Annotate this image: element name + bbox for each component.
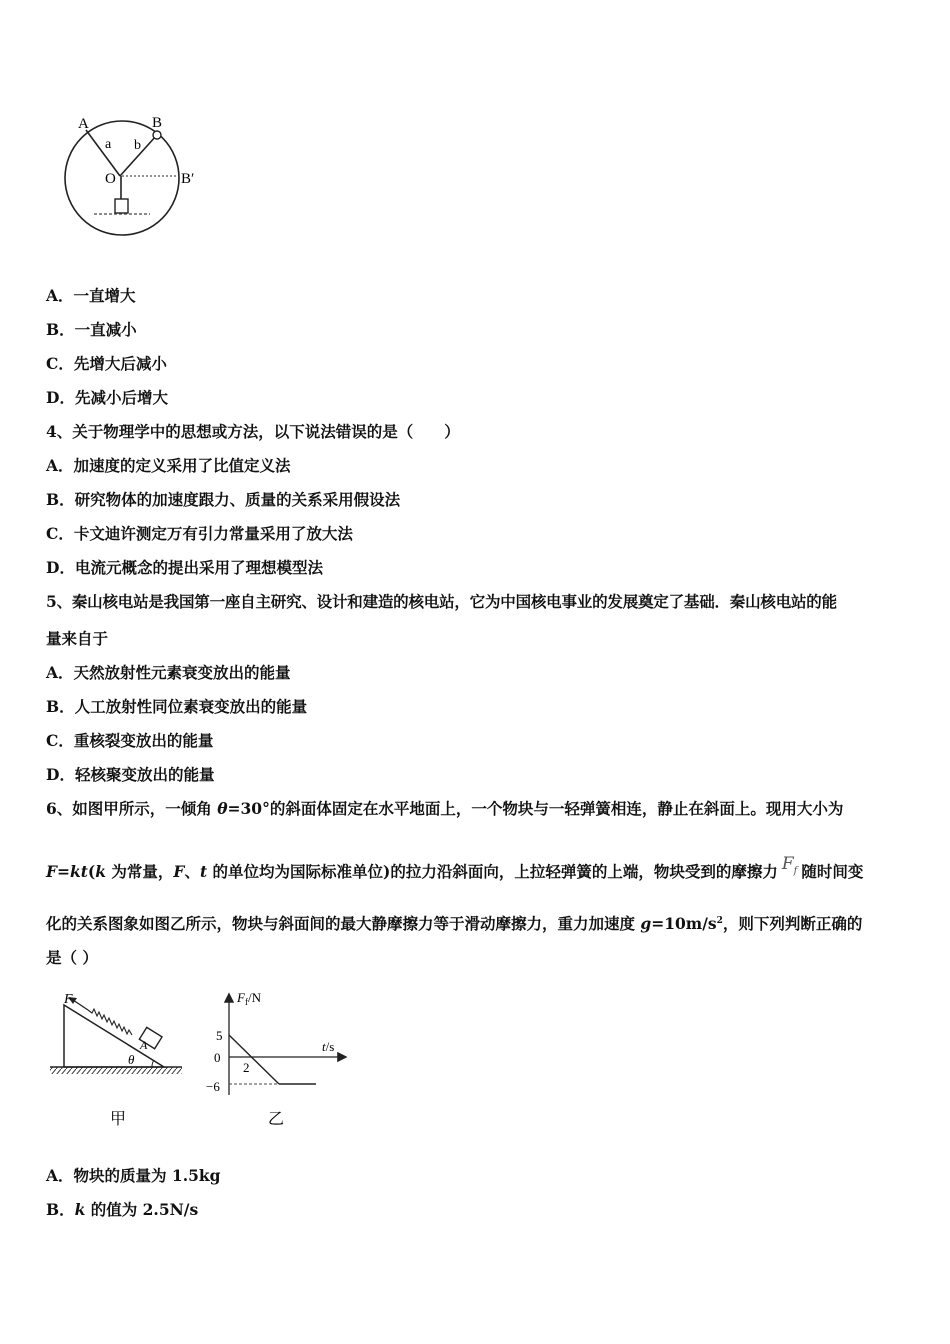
q4-stem: 4、关于物理学中的思想或方法，以下说法错误的是（ ） bbox=[46, 422, 460, 441]
q6-Ff-symbol: $F_f$ bbox=[781, 854, 798, 877]
label-O: O bbox=[105, 171, 116, 187]
string-a bbox=[86, 130, 120, 176]
q6-figure-yi bbox=[200, 985, 360, 1135]
label-a: a bbox=[105, 137, 112, 152]
label-b: b bbox=[134, 138, 141, 153]
ground-hatch bbox=[50, 1067, 182, 1074]
label-B: B bbox=[152, 115, 163, 131]
q6-F: F bbox=[46, 862, 58, 881]
q5-option-a: A．天然放射性元素衰变放出的能量 bbox=[46, 663, 291, 682]
q6-option-b-k: k bbox=[74, 1200, 86, 1219]
q6-line1-post: =30°的斜面体固定在水平地面上，一个物块与一轻弹簧相连，静止在斜面上。现用大小为 bbox=[227, 799, 844, 818]
q5-stem-line1: 5、秦山核电站是我国第一座自主研究、设计和建造的核电站，它为中国核电事业的发展奠定了基础．秦山核电站的能 bbox=[46, 592, 837, 611]
q6-option-a: A．物块的质量为 1.5kg bbox=[46, 1166, 221, 1185]
q6-sep: 、 bbox=[184, 862, 200, 881]
q5-option-b: B．人工放射性同位素衰变放出的能量 bbox=[46, 697, 308, 716]
q6-line1-pre: 6、如图甲所示，一倾角 bbox=[46, 799, 218, 818]
graph-sloped-segment bbox=[229, 1035, 279, 1084]
circle-outline bbox=[65, 121, 179, 235]
q6-stem-line2 bbox=[46, 854, 864, 889]
q3-option-b: B．一直减小 bbox=[46, 320, 137, 339]
q6-k: k bbox=[95, 862, 107, 881]
q3-option-c: C．先增大后减小 bbox=[46, 354, 167, 373]
hanging-block bbox=[115, 199, 128, 213]
q6-t: t bbox=[199, 862, 208, 881]
q6-mid1: 为常量， bbox=[106, 862, 174, 881]
q6-g: g bbox=[640, 914, 652, 934]
label-A: A bbox=[78, 116, 89, 132]
q6-figure-jia bbox=[46, 985, 196, 1135]
q6-line3-val: =10m/s bbox=[651, 914, 717, 934]
q3-circle-figure bbox=[64, 108, 214, 238]
q4-option-a: A．加速度的定义采用了比值定义法 bbox=[46, 456, 291, 475]
q4-option-b: B．研究物体的加速度跟力、质量的关系采用假设法 bbox=[46, 490, 401, 509]
q5-stem-line2: 量来自于 bbox=[46, 629, 109, 648]
q6-line3-sup: 2 bbox=[716, 916, 723, 926]
q6-line2-post: 随时间变 bbox=[801, 862, 864, 881]
q6-line3-post: ，则下列判断正确的 bbox=[722, 914, 863, 934]
q6-stem-line4: 是（ ） bbox=[46, 948, 98, 967]
x-axis-label: t/s bbox=[322, 1039, 335, 1054]
q6-option-b-pre: B． bbox=[46, 1200, 75, 1219]
label-F: F bbox=[64, 992, 73, 1007]
q6-stem-line3 bbox=[46, 911, 862, 934]
y-axis-label: $F_f/N$ bbox=[237, 990, 261, 1007]
tick-2: 2 bbox=[243, 1060, 250, 1075]
point-b-ring bbox=[153, 131, 161, 139]
q3-option-a: A．一直增大 bbox=[46, 286, 136, 305]
q5-option-c: C．重核裂变放出的能量 bbox=[46, 731, 214, 750]
q6-F2: F bbox=[173, 862, 185, 881]
q6-paren: ( bbox=[87, 862, 96, 881]
label-B-prime: B′ bbox=[181, 171, 195, 187]
q4-option-c: C．卡文迪许测定万有引力常量采用了放大法 bbox=[46, 524, 353, 543]
q6-line3-pre: 化的关系图象如图乙所示，物块与斜面间的最大静摩擦力等于滑动摩擦力，重力加速度 bbox=[46, 914, 641, 934]
q6-eq: = bbox=[57, 862, 71, 881]
q6-mid2: 的单位均为国际标准单位)的拉力沿斜面向，上拉轻弹簧的上端，物块受到的摩擦力 bbox=[207, 862, 778, 881]
q6-option-b bbox=[46, 1200, 198, 1220]
q3-option-d: D．先减小后增大 bbox=[46, 388, 168, 407]
label-A: A bbox=[140, 1038, 148, 1052]
tick-0: 0 bbox=[214, 1050, 221, 1065]
q4-option-d: D．电流元概念的提出采用了理想模型法 bbox=[46, 558, 323, 577]
q6-stem-line1 bbox=[46, 799, 843, 819]
q6-theta: θ bbox=[217, 799, 228, 818]
caption-yi: 乙 bbox=[268, 1111, 285, 1128]
q5-option-d: D．轻核聚变放出的能量 bbox=[46, 765, 215, 784]
spring bbox=[88, 1009, 132, 1035]
label-theta: θ bbox=[128, 1052, 135, 1067]
caption-jia: 甲 bbox=[110, 1111, 127, 1128]
tick-neg6: −6 bbox=[206, 1079, 220, 1094]
q6-kt: kt bbox=[70, 862, 88, 881]
force-line bbox=[73, 1000, 88, 1010]
q6-option-b-post: 的值为 2.5N/s bbox=[85, 1200, 199, 1219]
theta-arc bbox=[152, 1060, 154, 1067]
tick-5: 5 bbox=[216, 1028, 223, 1043]
